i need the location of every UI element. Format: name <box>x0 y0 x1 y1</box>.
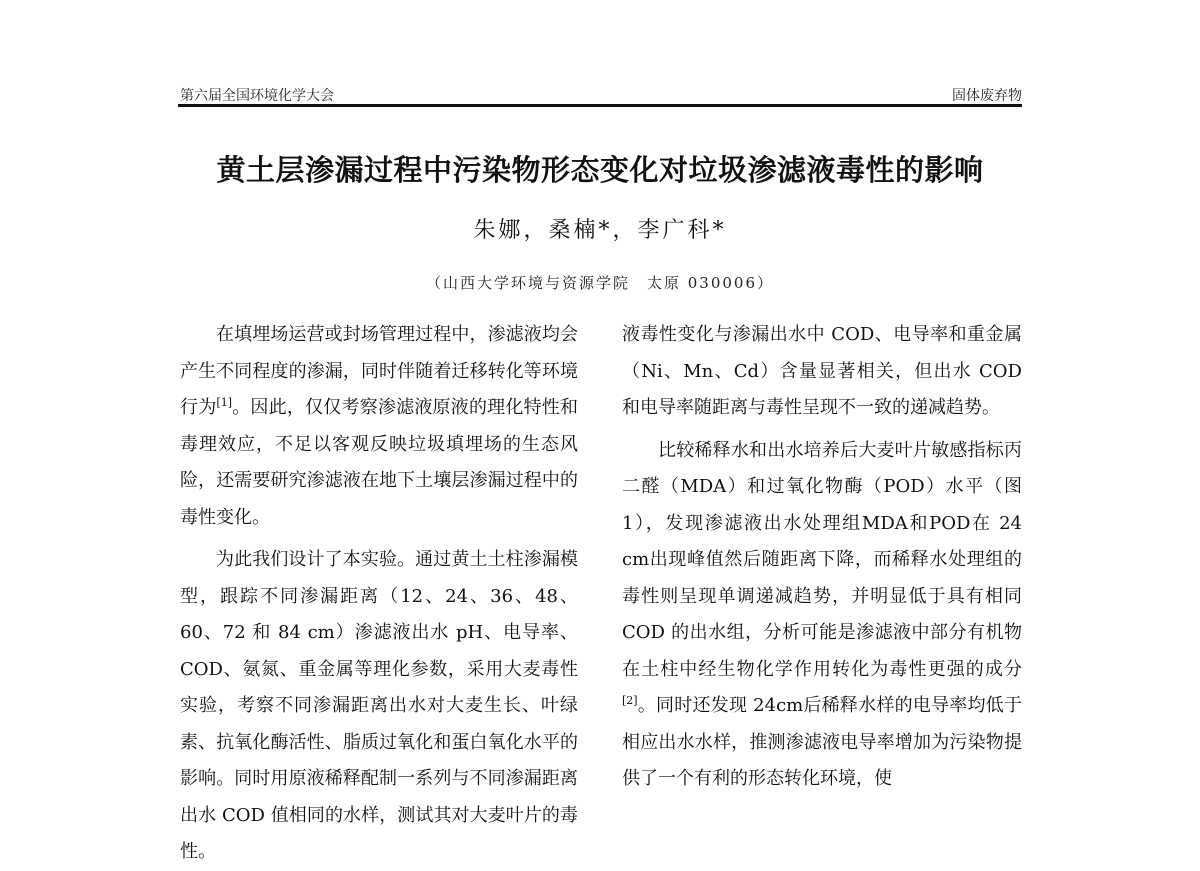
paragraph-text: 。因此，仅仅考察渗滤液原液的理化特性和毒理效应，不足以客观反映垃圾填埋场的生态风险，还需要研究渗滤液在地下土壤层渗漏过程中的毒性变化。 <box>180 397 579 528</box>
paragraph-text: 在填埋场运营或封场管理过程中，渗滤液均会产生不同程度的渗漏，同时伴随着迁移转化等环境行为 <box>180 324 578 418</box>
running-header-conference: 第六届全国环境化学大会 <box>180 88 334 104</box>
body-column-left <box>180 317 578 871</box>
paper-authors: 朱娜，桑楠*，李广科* <box>473 218 727 243</box>
body-column-right <box>622 317 1022 798</box>
paragraph <box>622 433 1022 798</box>
header-rule <box>178 104 1022 107</box>
citation: [2] <box>622 694 638 707</box>
paragraph-text: 。同时还发现 24cm后稀释水样的电导率均低于相应出水水样，推测渗滤液电导率增加为污染物提供了一个有利的形态转化环境，使 <box>622 695 1022 789</box>
running-header-section: 固体废弃物 <box>952 88 1022 104</box>
paper-title: 黄土层渗漏过程中污染物形态变化对垃圾渗滤液毒性的影响 <box>216 153 984 187</box>
paragraph: 为此我们设计了本实验。通过黄土土柱渗漏模型，跟踪不同渗漏距离（12、24、36、48、60、72 和 84 cm）渗滤液出水 pH、电导率、COD、氨氮、重金属等理化参数，采用大麦毒性实验，考察不同渗漏距离出水对大麦生长、叶绿素、抗氧化酶活性、脂质过氧化和蛋白氧化水平的影响。同时用原液稀释配制一系列与不同渗漏距离出水 COD 值相同的水样，测试其对大麦叶片的毒性。 <box>180 549 578 862</box>
paragraph-text: 比较稀释水和出水培养后大麦叶片敏感指标丙二醛（MDA）和过氧化物酶（POD）水平（图 1），发现渗滤液出水处理组MDA和POD在 24 cm出现峰值然后随距离下降，而稀释水处理组的毒性则呈现单调递减趋势，并明显低于具有相同COD 的出水组，分析可能是渗滤液中部分有机物在土柱中经生物化学作用转化为毒性更强的成分 <box>622 439 1022 680</box>
citation: [1] <box>216 396 233 409</box>
paragraph-continued: 液毒性变化与渗漏出水中 COD、电导率和重金属（Ni、Mn、Cd）含量显著相关，但出水 COD 和电导率随距离与毒性呈现不一致的递减趋势。 <box>622 324 1022 418</box>
paper-affiliation: （山西大学环境与资源学院 太原 030006） <box>425 274 775 292</box>
paragraph <box>180 317 578 536</box>
